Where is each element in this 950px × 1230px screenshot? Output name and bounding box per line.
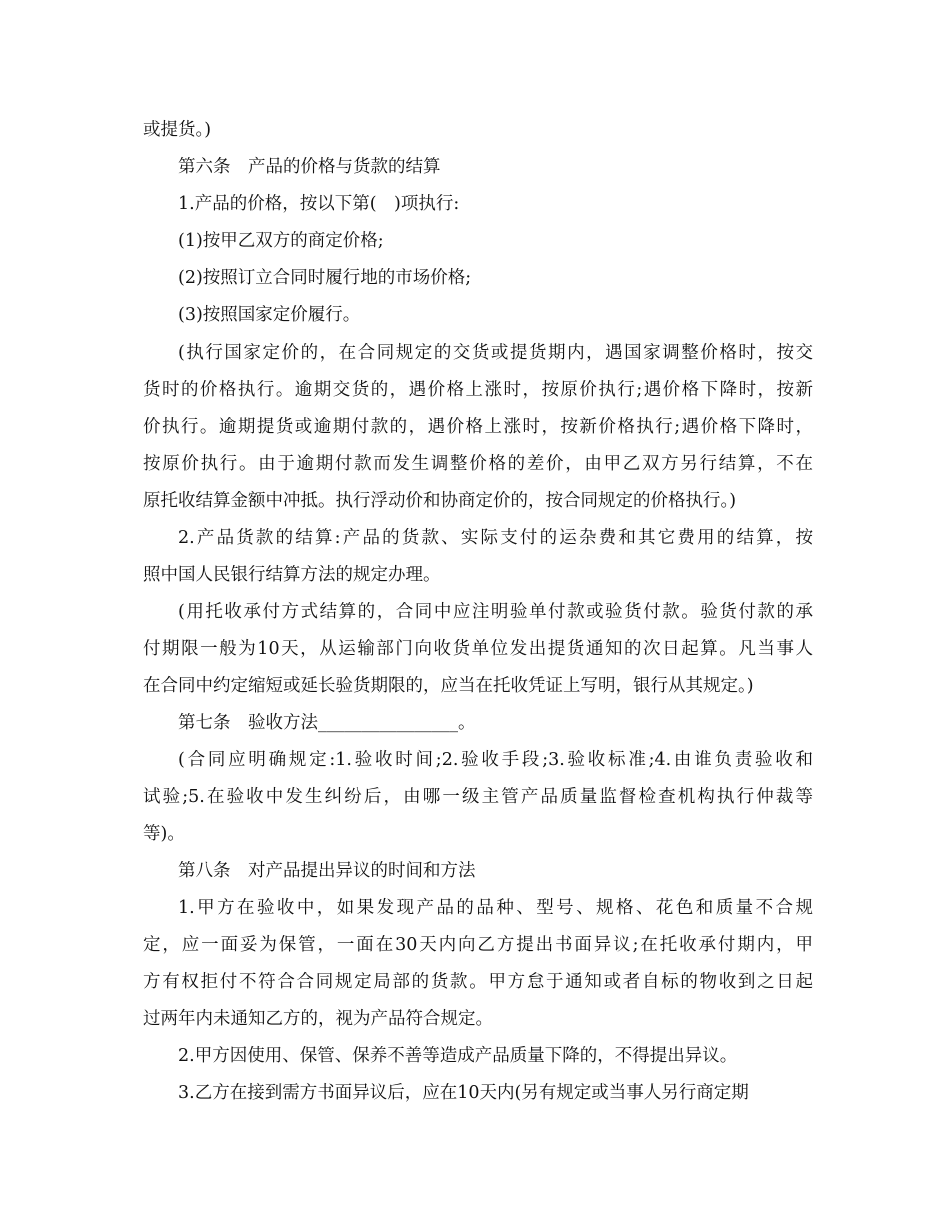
- text-line: 过两年内未通知乙方的，视为产品符合规定。: [143, 1009, 493, 1029]
- section-heading: 第八条 对产品提出异议的时间和方法: [178, 861, 476, 881]
- text-line: (合同应明确规定:1.验收时间;2.验收手段;3.验收标准;4.由谁负责验收和: [178, 750, 813, 770]
- text-line: 试验;5.在验收中发生纠纷后，由哪一级主管产品质量监督检查机构执行仲裁等: [143, 787, 813, 807]
- text-line: 照中国人民银行结算方法的规定办理。: [143, 565, 441, 585]
- text-line: 价执行。逾期提货或逾期付款的，遇价格上涨时，按新价格执行;遇价格下降时，: [143, 417, 813, 437]
- text-line: 按原价执行。由于逾期付款而发生调整价格的差价，由甲乙双方另行结算，不在: [143, 454, 813, 474]
- text-line: (执行国家定价的，在合同规定的交货或提货期内，遇国家调整价格时，按交: [178, 343, 813, 363]
- text-line: 定，应一面妥为保管，一面在30天内向乙方提出书面异议;在托收承付期内，甲: [143, 935, 813, 955]
- text-line: (用托收承付方式结算的，合同中应注明验单付款或验货付款。验货付款的承: [178, 602, 813, 622]
- text-line: 1.产品的价格，按以下第( )项执行:: [178, 194, 460, 214]
- section-heading: 第七条 验收方法________________。: [178, 713, 476, 733]
- text-line: 2.产品货款的结算:产品的货款、实际支付的运杂费和其它费用的结算，按: [178, 528, 813, 548]
- text-line: (3)按照国家定价履行。: [178, 305, 361, 325]
- text-line: 1.甲方在验收中，如果发现产品的品种、型号、规格、花色和质量不合规: [178, 898, 813, 918]
- text-line: 2.甲方因使用、保管、保养不善等造成产品质量下降的，不得提出异议。: [178, 1046, 738, 1066]
- text-line: 原托收结算金额中冲抵。执行浮动价和协商定价的，按合同规定的价格执行。): [143, 491, 737, 511]
- text-line: 或提货。): [143, 120, 212, 140]
- section-heading: 第六条 产品的价格与货款的结算: [178, 157, 441, 177]
- text-line: 3.乙方在接到需方书面异议后，应在10天内(另有规定或当事人另行商定期: [178, 1083, 749, 1103]
- text-line: (1)按甲乙双方的商定价格;: [178, 231, 384, 251]
- text-line: 方有权拒付不符合合同规定局部的货款。甲方怠于通知或者自标的物收到之日起: [143, 972, 813, 992]
- text-line: (2)按照订立合同时履行地的市场价格;: [178, 268, 472, 288]
- text-line: 货时的价格执行。逾期交货的，遇价格上涨时，按原价执行;遇价格下降时，按新: [143, 380, 813, 400]
- text-line: 付期限一般为10天，从运输部门向收货单位发出提货通知的次日起算。凡当事人: [143, 639, 813, 659]
- text-line: 等)。: [143, 824, 185, 844]
- text-line: 在合同中约定缩短或延长验货期限的，应当在托收凭证上写明，银行从其规定。): [143, 676, 754, 696]
